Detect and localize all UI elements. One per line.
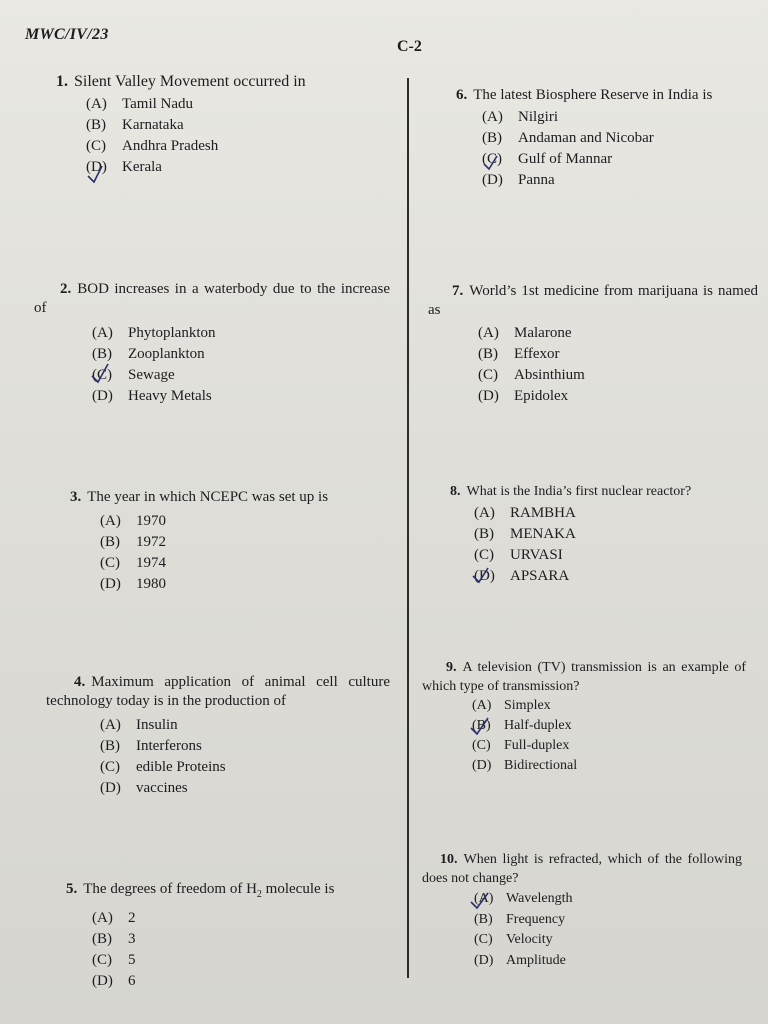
option-b: (B) Andaman and Nicobar bbox=[482, 130, 654, 146]
option-a: (A) Simplex bbox=[472, 698, 551, 713]
option-c: (C) Full-duplex bbox=[472, 738, 570, 753]
question-9 bbox=[422, 658, 746, 776]
option-a: (A) Phytoplankton bbox=[92, 325, 216, 341]
option-c: (C) 1974 bbox=[100, 555, 166, 571]
option-a: (A) Nilgiri bbox=[482, 109, 558, 125]
question-stem: What is the India’s first nuclear reactor? bbox=[466, 484, 692, 499]
question-number: 8. bbox=[450, 484, 461, 499]
option-d: (D) APSARA bbox=[474, 568, 570, 584]
question-stem: The year in which NCEPC was set up is bbox=[87, 489, 329, 505]
question-6 bbox=[456, 86, 766, 191]
option-a: (A) 2 bbox=[92, 910, 136, 926]
question-number: 3. bbox=[70, 489, 82, 505]
question-3 bbox=[70, 488, 390, 595]
option-a: (A) Tamil Nadu bbox=[86, 96, 194, 112]
option-c: (C) Andhra Pradesh bbox=[86, 138, 219, 154]
question-stem: Maximum application of animal cell culture technology today is in the production of bbox=[46, 674, 390, 709]
option-d: (D) Bidirectional bbox=[472, 758, 578, 773]
question-stem: A television (TV) transmission is an example of which type of transmission? bbox=[422, 660, 746, 694]
question-stem: Silent Valley Movement occurred in bbox=[74, 73, 306, 90]
option-d: (D) Panna bbox=[482, 172, 555, 188]
question-1 bbox=[56, 72, 376, 178]
question-number: 2. bbox=[60, 281, 72, 297]
question-number: 7. bbox=[452, 283, 464, 299]
option-b: (B) Half-duplex bbox=[472, 718, 572, 733]
option-a: (A) Malarone bbox=[478, 325, 572, 341]
question-10 bbox=[422, 850, 742, 971]
question-4 bbox=[46, 673, 390, 799]
question-stem: The latest Biosphere Reserve in India is bbox=[473, 87, 713, 103]
option-d: (D) 1980 bbox=[100, 576, 166, 592]
question-number: 10. bbox=[440, 852, 458, 867]
option-d: (D) 6 bbox=[92, 973, 136, 989]
option-d: (D) vaccines bbox=[100, 780, 188, 796]
option-b: (B) Zooplankton bbox=[92, 346, 205, 362]
page-number: C-2 bbox=[397, 38, 422, 55]
question-5 bbox=[66, 880, 396, 992]
option-b: (B) 1972 bbox=[100, 534, 166, 550]
option-b: (B) MENAKA bbox=[474, 526, 576, 542]
question-number: 9. bbox=[446, 660, 457, 675]
question-stem: BOD increases in a waterbody due to the increase of bbox=[34, 281, 390, 316]
question-number: 1. bbox=[56, 73, 68, 90]
option-c: (C) Absinthium bbox=[478, 367, 585, 383]
option-c: (C) Sewage bbox=[92, 367, 175, 383]
question-number: 6. bbox=[456, 87, 468, 103]
option-a: (A) Insulin bbox=[100, 717, 178, 733]
option-b: (B) Frequency bbox=[474, 911, 566, 927]
option-b: (B) Effexor bbox=[478, 346, 560, 362]
option-d: (D) Kerala bbox=[86, 159, 162, 175]
paper-code: MWC/IV/23 bbox=[25, 26, 109, 43]
option-b: (B) 3 bbox=[92, 931, 136, 947]
option-c: (C) Gulf of Mannar bbox=[482, 151, 613, 167]
option-b: (B) Interferons bbox=[100, 738, 202, 754]
question-8 bbox=[450, 482, 760, 587]
option-d: (D) Epidolex bbox=[478, 388, 569, 404]
option-c: (C) Velocity bbox=[474, 932, 553, 947]
question-2 bbox=[34, 280, 390, 407]
question-number: 4. bbox=[74, 674, 86, 690]
question-stem: The degrees of freedom of $H_2$ molecule is bbox=[83, 881, 335, 900]
option-d: (D) Heavy Metals bbox=[92, 388, 212, 404]
option-c: (C) edible Proteins bbox=[100, 759, 226, 775]
question-stem: When light is refracted, which of the following does not change? bbox=[422, 852, 742, 886]
option-c: (C) 5 bbox=[92, 952, 136, 968]
question-number: 5. bbox=[66, 881, 78, 897]
question-7 bbox=[428, 282, 758, 407]
option-c: (C) URVASI bbox=[474, 547, 563, 563]
option-b: (B) Karnataka bbox=[86, 117, 184, 133]
option-a: (A) Wavelength bbox=[474, 891, 573, 906]
option-a: (A) RAMBHA bbox=[474, 505, 576, 521]
column-divider bbox=[407, 78, 409, 978]
option-a: (A) 1970 bbox=[100, 513, 166, 529]
question-stem: World’s 1st medicine from marijuana is named as bbox=[428, 283, 758, 318]
option-d: (D) Amplitude bbox=[474, 952, 566, 968]
